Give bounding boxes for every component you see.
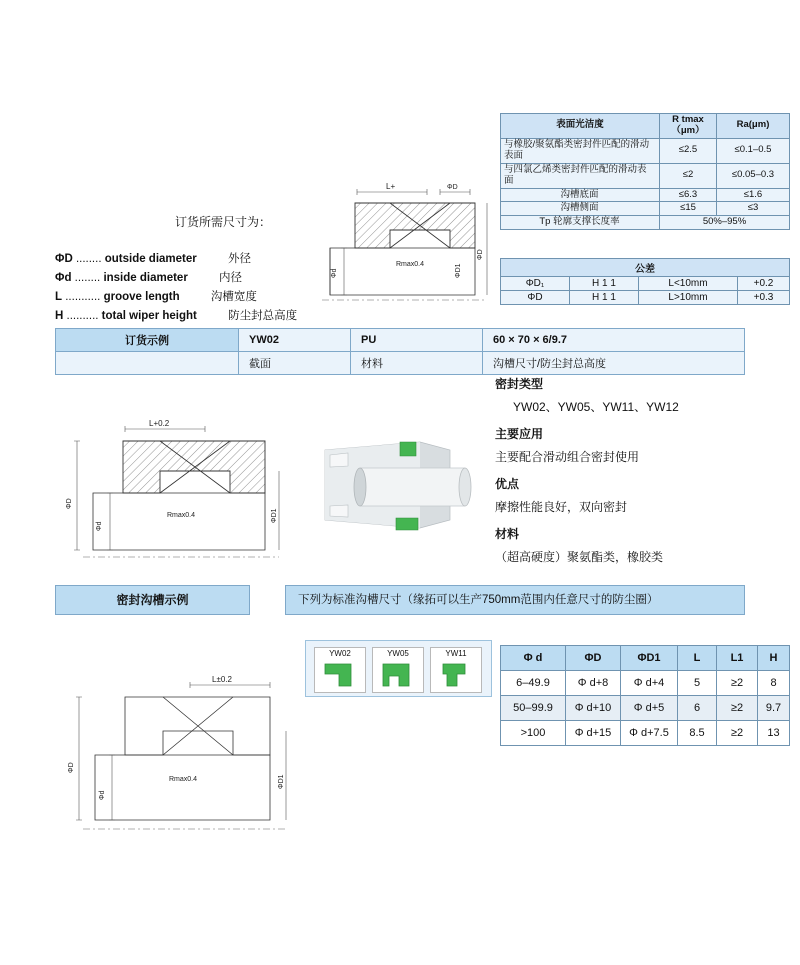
profile-chip-yw02[interactable] <box>314 647 366 693</box>
top-seal-drawing <box>300 170 500 318</box>
svg-text:ΦD1: ΦD1 <box>271 508 278 523</box>
tolerance-table <box>500 258 790 305</box>
dim-cell: 8.5 <box>678 721 717 746</box>
surface-row-label: 与四氯乙烯类密封件匹配的滑动表面 <box>501 163 660 188</box>
table-row <box>501 696 790 721</box>
svg-text:ΦD: ΦD <box>477 249 484 260</box>
application-title: 主要应用 <box>495 427 544 441</box>
svg-text:ΦD: ΦD <box>66 498 73 509</box>
advantage-title: 优点 <box>495 477 520 491</box>
table-row <box>501 163 790 188</box>
surface-row-rtmax: ≤15 <box>660 202 717 216</box>
legend-en: outside diameter <box>104 253 197 265</box>
table-header-row <box>501 114 790 139</box>
surface-row-ra: ≤0.1–0.5 <box>717 138 790 163</box>
groove-section-band <box>55 585 745 615</box>
dim-cell: ≥2 <box>717 696 758 721</box>
table-header-row <box>501 259 790 277</box>
surface-row-rtmax: ≤2.5 <box>660 138 717 163</box>
order-example-title: 订货示例 <box>56 329 239 352</box>
profile-chip-yw11[interactable] <box>430 647 482 693</box>
svg-text:Rmax0.4: Rmax0.4 <box>396 261 425 268</box>
dim-cell: 6 <box>678 696 717 721</box>
legend-dots: ........... <box>65 291 101 303</box>
material-title: 材料 <box>495 527 520 541</box>
svg-text:Φd: Φd <box>99 790 106 800</box>
legend-symbol: H <box>55 310 64 322</box>
dim-cell: Φ d+8 <box>566 671 621 696</box>
product-photo <box>300 420 485 553</box>
dim-cell: Φ d+15 <box>566 721 621 746</box>
surface-row-rtmax: ≤2 <box>660 163 717 188</box>
tolerance-condition: L<10mm <box>639 277 738 291</box>
dim-cell: ≥2 <box>717 671 758 696</box>
legend-symbol: ΦD <box>55 253 73 265</box>
tolerance-value: +0.2 <box>738 277 790 291</box>
surface-row-rtmax: 50%–95% <box>660 216 790 230</box>
legend-item <box>55 269 297 288</box>
surface-row-label: 沟槽底面 <box>501 188 660 202</box>
profile-chip-group <box>305 640 492 697</box>
surface-row-rtmax: ≤6.3 <box>660 188 717 202</box>
table-row <box>501 202 790 216</box>
order-example-blank <box>56 352 239 375</box>
dim-header-D1: ΦD1 <box>621 646 678 671</box>
dim-cell: Φ d+10 <box>566 696 621 721</box>
tolerance-condition: L>10mm <box>639 291 738 305</box>
dim-cell: 9.7 <box>758 696 790 721</box>
dim-header-L1: L1 <box>717 646 758 671</box>
legend-en: groove length <box>103 291 180 303</box>
table-row <box>501 138 790 163</box>
material-value: （超高硬度）聚氨酯类，橡胶类 <box>495 550 664 564</box>
svg-text:L±0.2: L±0.2 <box>212 675 232 684</box>
dim-header-D: ΦD <box>566 646 621 671</box>
surface-row-label: 沟槽侧面 <box>501 202 660 216</box>
legend-en: total wiper height <box>101 310 197 322</box>
surface-row-label: Tp 轮廓支撑长度率 <box>501 216 660 230</box>
profile-chip-yw05[interactable] <box>372 647 424 693</box>
svg-text:ΦD: ΦD <box>68 762 75 773</box>
legend-cn: 外径 <box>227 253 251 265</box>
tolerance-fit: H 1 1 <box>570 291 639 305</box>
order-example-material-label: 材料 <box>351 352 483 375</box>
svg-text:L+0.2: L+0.2 <box>149 419 170 428</box>
surface-header-ra: Ra(μm) <box>717 114 790 139</box>
order-note: 订货所需尺寸为： <box>175 215 272 229</box>
order-example-values-row <box>56 329 745 352</box>
table-row <box>501 291 790 305</box>
svg-text:ΦD: ΦD <box>447 184 458 191</box>
legend-cn: 内径 <box>219 272 243 284</box>
svg-text:Φd: Φd <box>331 268 338 278</box>
order-example-size-value: 60 × 70 × 6/9.7 <box>483 329 745 352</box>
seal-type-title: 密封类型 <box>495 377 544 391</box>
middle-seal-drawing <box>55 405 295 578</box>
legend-dots: ........ <box>74 272 101 284</box>
legend-en: inside diameter <box>103 272 188 284</box>
order-example-material-value: PU <box>351 329 483 352</box>
tolerance-symbol: ΦD <box>501 291 570 305</box>
legend-item <box>55 307 297 326</box>
dim-header-d: Φ d <box>501 646 566 671</box>
legend-symbol: L <box>55 291 63 303</box>
surface-row-ra: ≤1.6 <box>717 188 790 202</box>
tolerance-title: 公差 <box>501 259 790 277</box>
dim-cell: 5 <box>678 671 717 696</box>
svg-text:Rmax0.4: Rmax0.4 <box>167 512 196 519</box>
bottom-groove-drawing <box>55 655 305 858</box>
dimension-legend <box>55 250 297 326</box>
chip-label: YW11 <box>445 649 467 658</box>
surface-row-label: 与橡胶/聚氨酯类密封件匹配的滑动表面 <box>501 138 660 163</box>
dim-header-H: H <box>758 646 790 671</box>
svg-text:Rmax0.4: Rmax0.4 <box>169 776 198 783</box>
product-info-block <box>495 376 795 566</box>
svg-text:L+: L+ <box>386 182 396 191</box>
dim-cell: ≥2 <box>717 721 758 746</box>
legend-cn: 沟槽宽度 <box>210 291 257 303</box>
advantage-value: 摩擦性能良好，双向密封 <box>495 500 628 514</box>
surface-row-ra: ≤3 <box>717 202 790 216</box>
order-example-labels-row <box>56 352 745 375</box>
legend-dots: .......... <box>66 310 99 322</box>
table-header-row <box>501 646 790 671</box>
dim-cell: 13 <box>758 721 790 746</box>
dim-cell: 50–99.9 <box>501 696 566 721</box>
order-example-section-value: YW02 <box>239 329 351 352</box>
legend-cn: 防尘封总高度 <box>228 310 298 322</box>
table-row <box>501 188 790 202</box>
surface-header-label: 表面光洁度 <box>501 114 660 139</box>
tolerance-fit: H 1 1 <box>570 277 639 291</box>
surface-row-ra: ≤0.05–0.3 <box>717 163 790 188</box>
surface-finish-table <box>500 113 790 230</box>
table-row <box>501 721 790 746</box>
tolerance-symbol: ΦD₁ <box>501 277 570 291</box>
groove-dimension-table <box>500 645 790 746</box>
application-value: 主要配合滑动组合密封使用 <box>495 450 640 464</box>
table-row <box>501 671 790 696</box>
dim-cell: 6–49.9 <box>501 671 566 696</box>
dim-cell: Φ d+4 <box>621 671 678 696</box>
dim-cell: >100 <box>501 721 566 746</box>
order-example-section-label: 截面 <box>239 352 351 375</box>
chip-label: YW02 <box>329 649 351 658</box>
table-row <box>501 277 790 291</box>
seal-type-value: YW02、YW05、YW11、YW12 <box>513 400 679 414</box>
svg-text:ΦD1: ΦD1 <box>278 774 285 789</box>
surface-header-rtmax: R tmax（μm） <box>660 114 717 139</box>
tolerance-value: +0.3 <box>738 291 790 305</box>
dim-cell: 8 <box>758 671 790 696</box>
table-row <box>501 216 790 230</box>
legend-dots: ........ <box>75 253 102 265</box>
chip-label: YW05 <box>387 649 409 658</box>
groove-band-title: 密封沟槽示例 <box>55 585 250 615</box>
legend-item <box>55 250 297 269</box>
svg-text:ΦD1: ΦD1 <box>455 263 462 278</box>
groove-band-note: 下列为标准沟槽尺寸（缘拓可以生产750mm范围内任意尺寸的防尘圈） <box>285 585 745 615</box>
order-example-table <box>55 328 745 375</box>
svg-text:Φd: Φd <box>96 521 103 531</box>
dim-header-L: L <box>678 646 717 671</box>
order-example-size-label: 沟槽尺寸/防尘封总高度 <box>483 352 745 375</box>
legend-item <box>55 288 297 307</box>
dim-cell: Φ d+7.5 <box>621 721 678 746</box>
legend-symbol: Φd <box>55 272 72 284</box>
dim-cell: Φ d+5 <box>621 696 678 721</box>
